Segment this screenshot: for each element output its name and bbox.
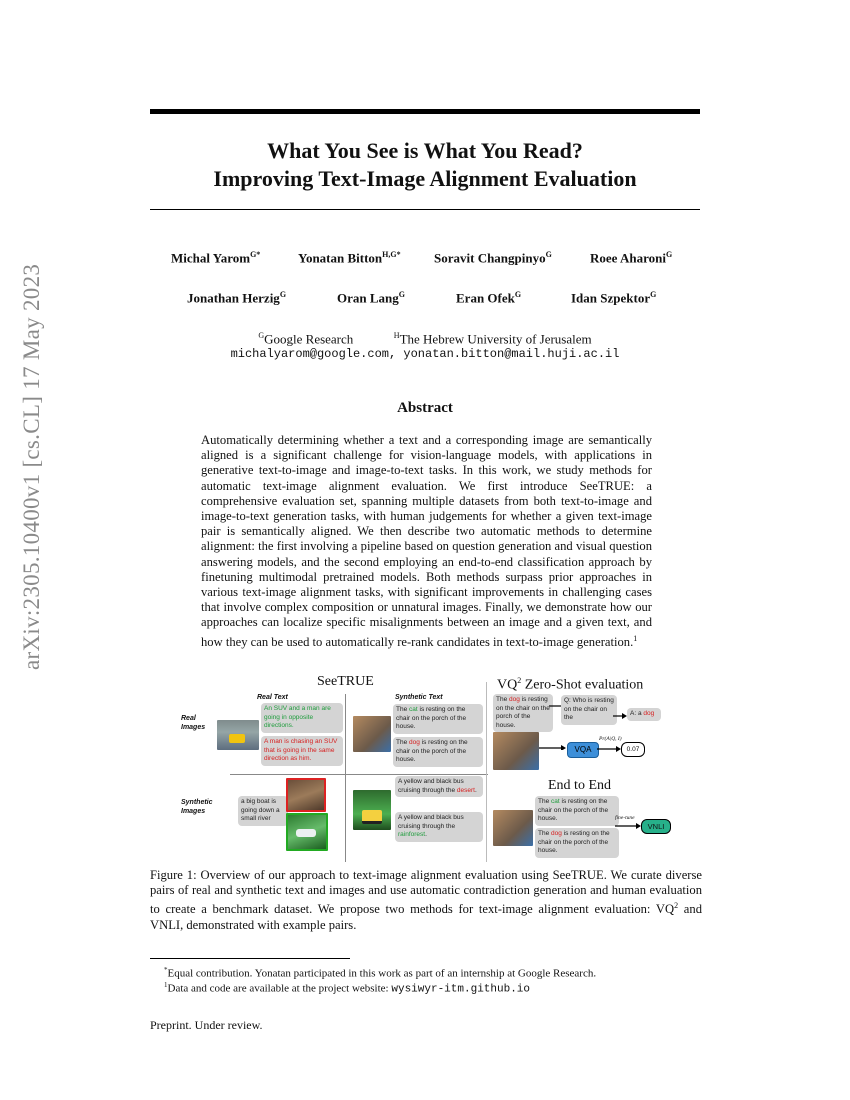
figure-1 xyxy=(175,672,675,862)
boat-image-misaligned xyxy=(286,778,326,812)
row-synth-images: Synthetic Images xyxy=(181,799,213,815)
author-3: Soravit Changpinyo$^G$ xyxy=(434,250,552,266)
author-4: Roee Aharoni$^G$ xyxy=(590,250,673,266)
paper-title-line1: What You See is What You Read? xyxy=(267,138,583,163)
vq-answer-bubble: A: a dog xyxy=(627,708,661,721)
footnote-rule xyxy=(150,958,350,959)
abstract-heading: Abstract xyxy=(397,400,453,416)
vq-arrow-2 xyxy=(613,712,627,720)
e2e-dog-caption: The dog is resting on the chair on the porch of the house. xyxy=(535,828,619,858)
author-8: Idan Szpektor$^G$ xyxy=(571,290,657,306)
bus-image xyxy=(353,790,391,830)
author-2: Yonatan Bitton$^{H,G*}$ xyxy=(298,250,401,266)
author-1: Michal Yarom$^{G*}$ xyxy=(171,250,261,266)
author-emails: michalyarom@google.com, yonatan.bitton@mail.huji.ac.il xyxy=(230,347,620,361)
e2e-photo xyxy=(493,810,533,846)
affiliations: $^G$Google Research $^H$The Hebrew University of Jerusalem xyxy=(258,331,592,347)
author-7: Eran Ofek$^G$ xyxy=(456,290,522,306)
vq-title: $VQ^2$ Zero-Shot evaluation xyxy=(497,676,644,693)
cat-dog-photo xyxy=(353,716,391,752)
title-bottom-rule xyxy=(150,209,700,210)
col-synth-text: Synthetic Text xyxy=(395,694,443,701)
col-real-text: Real Text xyxy=(257,694,288,701)
vnli-model-box: VNLI xyxy=(641,819,671,834)
seetrue-title: SeeTRUE xyxy=(317,674,374,689)
footnote-equal-contribution: *Equal contribution. Yonatan participated in this work as part of an internship at Google Research. xyxy=(164,966,597,980)
suv-photo xyxy=(217,720,259,750)
vqa-arrow-out xyxy=(597,744,621,754)
project-website-link[interactable]: wysiwyr-itm.github.io xyxy=(391,983,530,996)
vq-photo xyxy=(493,732,539,770)
vqa-score: 0.07 xyxy=(621,742,645,757)
suv-caption-contradiction: A man is chasing an SUV that is going in the same direction as him. xyxy=(261,736,343,766)
paper-title-line2: Improving Text-Image Alignment Evaluation xyxy=(213,166,637,191)
title-top-rule xyxy=(150,109,700,114)
boat-image-aligned xyxy=(286,813,328,851)
arxiv-stamp-text: arXiv:2305.10400v1 [cs.CL] 17 May 2023 xyxy=(19,263,44,670)
suv-caption-aligned: An SUV and a man are going in opposite directions. xyxy=(261,703,343,733)
preprint-note: Preprint. Under review. xyxy=(150,1018,263,1032)
vq-arrow-to-vqa xyxy=(539,738,567,750)
vqa-model-box: VQA xyxy=(567,742,599,758)
finetune-label: fine-tune xyxy=(615,815,635,821)
e2e-title: End to End xyxy=(548,778,611,793)
e2e-arrow xyxy=(615,821,641,831)
boat-caption: a big boat is going down a small river xyxy=(238,796,288,826)
vq-text-bubble: The dog is resting on the chair on the porch of the house. xyxy=(493,694,553,732)
quadrant-hline xyxy=(230,774,488,775)
cat-caption: The cat is resting on the chair on the porch of the house. xyxy=(393,704,483,734)
abstract-body: Automatically determining whether a text and a corresponding image are semantically aligned is a significant challenge for vision-language models, with applications in generative text-to-image and image-to-text tasks. In this work, we study methods for automatic text-image alignment evaluation. We first introduce SeeTRUE: a comprehensive evaluation set, spanning multiple datasets from both text-to-image and image-to-text generation tasks, with human judgements for whether a given text-image pair is semantically aligned. We then describe two automatic methods to determine alignment: the first involving a pipeline based on question generation and visual question answering models, and the second employing an end-to-end classification approach by finetuning multimodal pretrained models. Both methods surpass prior approaches in various text-image alignment tasks, with significant improvements in challenging cases that involve complex composition or unnatural images. Finally, we demonstrate how our approaches can localize specific misalignments between an image and a given text, and how they can be used to automatically re-rank candidates in text-to-image generation.$^1$ xyxy=(201,433,652,649)
panel-divider xyxy=(486,682,487,862)
author-6: Oran Lang$^G$ xyxy=(337,290,405,306)
vq-question-bubble: Q: Who is resting on the chair on the xyxy=(561,695,617,725)
prob-label: Pr(A|Q, I) xyxy=(599,736,622,742)
figure-caption: Figure 1: Overview of our approach to text-image alignment evaluation using SeeTRUE. We curate diverse pairs of real and synthetic text and images and use automatic contradiction generation and human evaluation to create a benchmark dataset. We propose two methods for text-image alignment evaluation: $VQ^2$ and VNLI, demonstrated with example pairs. xyxy=(150,868,702,932)
arxiv-stamp xyxy=(14,263,50,670)
e2e-cat-caption: The cat is resting on the chair on the porch of the house. xyxy=(535,796,619,826)
dog-caption: The dog is resting on the chair on the porch of the house. xyxy=(393,737,483,767)
quadrant-vline xyxy=(345,694,346,862)
footnote-project-website: $^1$Data and code are available at the project website: wysiwyr-itm.github.io xyxy=(164,981,530,996)
row-real-images: Real Images xyxy=(181,715,206,731)
author-5: Jonathan Herzig$^G$ xyxy=(187,290,287,306)
bus-caption-desert: A yellow and black bus cruising through the desert. xyxy=(395,776,483,797)
bus-caption-rainforest: A yellow and black bus cruising through the rainforest. xyxy=(395,812,483,842)
